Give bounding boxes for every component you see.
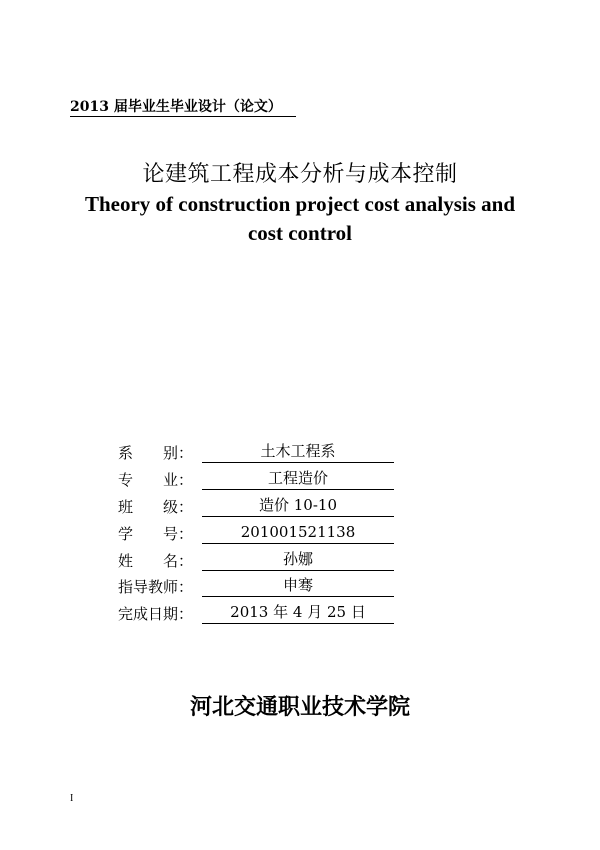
english-title-line-1: Theory of construction project cost analysis and [84,192,516,216]
page-number: I [70,793,74,804]
department-label: 系 别： [118,444,194,462]
completion-date-value: 2013 年 4 月 25 日 [202,601,394,624]
class-value: 造价 10-10 [202,494,394,517]
thesis-header: 2013 届毕业生毕业设计（论文） [70,98,296,117]
chinese-title: 论建筑工程成本分析与成本控制 [142,162,458,187]
completion-date-label: 完成日期： [118,605,194,624]
english-title-line-2: cost control [247,221,352,245]
school-name: 河北交通职业技术学院 [189,695,410,720]
student-id-value: 201001521138 [202,521,394,544]
advisor-label: 指导教师： [118,578,194,597]
english-title [0,190,600,248]
name-value: 孙娜 [202,548,394,571]
advisor-value: 申骞 [202,574,394,597]
major-label: 专 业： [118,470,194,489]
department-value: 土木工程系 [202,440,394,463]
class-label: 班 级： [118,497,194,516]
student-id-label: 学 号： [118,524,194,543]
major-value: 工程造价 [202,467,394,490]
name-label: 姓 名： [118,551,194,570]
